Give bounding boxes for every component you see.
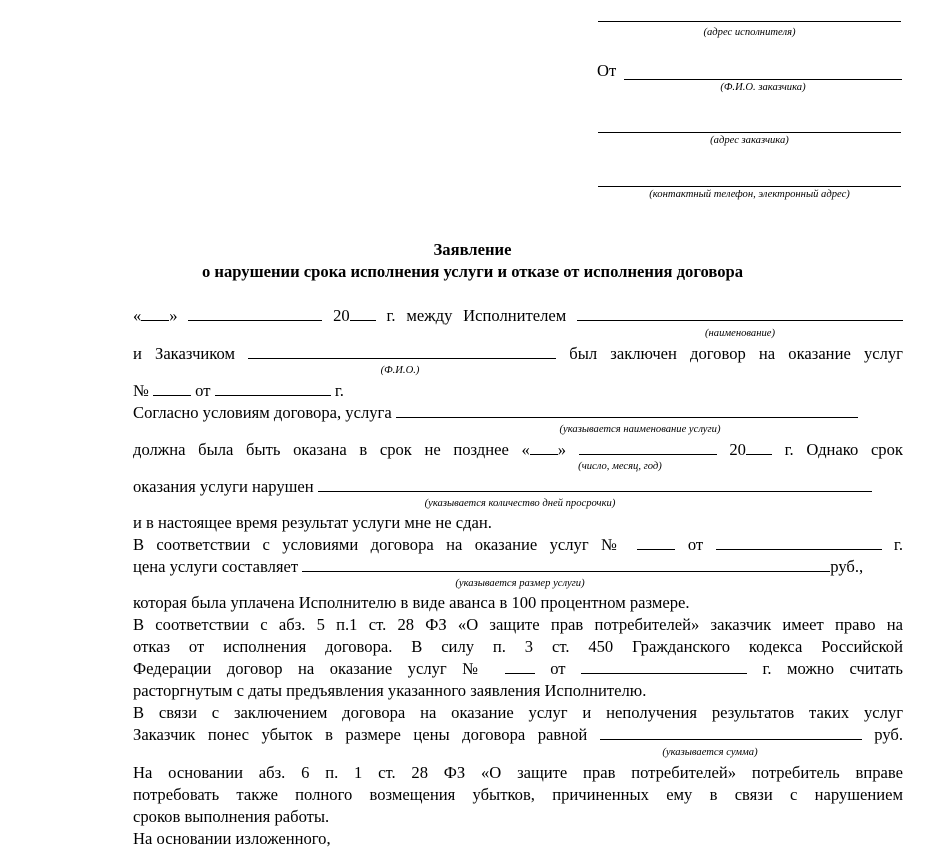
compensation-line-1: На основании абз. 6 п. 1 ст. 28 ФЗ «О защите прав потребителей» потребитель вправе bbox=[133, 763, 903, 782]
price-line: цена услуги составляет руб., bbox=[133, 557, 864, 576]
customer-fio-caption: (Ф.И.О.) bbox=[380, 365, 420, 376]
advance-line: которая была уплачена Исполнителю в виде аванса в 100 процентном размере. bbox=[133, 593, 690, 612]
month-blank[interactable] bbox=[188, 306, 322, 321]
executor-address-caption: (адрес исполнителя) bbox=[703, 27, 796, 38]
law-ref-line-2: отказ от исполнения договора. В силу п. 3 ст. 450 Гражданского кодекса Российской bbox=[133, 637, 903, 656]
contract-date-line: « » 20 г. между Исполнителем bbox=[133, 305, 903, 327]
deadline-line: должна была быть оказана в срок не позднее « » 20 г. Однако срок bbox=[133, 440, 903, 459]
customer-name-line[interactable] bbox=[624, 79, 902, 80]
loss-amount-caption: (указывается сумма) bbox=[662, 747, 758, 758]
customer-name-caption: (Ф.И.О. заказчика) bbox=[720, 82, 806, 93]
contract-number-line: № от г. bbox=[133, 381, 344, 400]
customer-address-caption: (адрес заказчика) bbox=[710, 135, 789, 146]
contract3-date-blank[interactable] bbox=[581, 659, 747, 674]
from-label: От bbox=[597, 61, 617, 80]
loss-line-1: В связи с заключением договора на оказание услуг и неполучения результатов таких услуг bbox=[133, 703, 903, 722]
contract-number-blank[interactable] bbox=[153, 381, 191, 396]
price-blank[interactable] bbox=[302, 557, 830, 572]
executor-name-caption: (наименование) bbox=[705, 328, 775, 339]
delay-line: оказания услуги нарушен bbox=[133, 476, 903, 498]
deadline-month-blank[interactable] bbox=[579, 440, 717, 455]
loss-amount-blank[interactable] bbox=[600, 725, 862, 740]
deadline-caption: (число, месяц, год) bbox=[578, 461, 662, 472]
contacts-caption: (контактный телефон, электронный адрес) bbox=[649, 189, 850, 200]
contacts-line[interactable] bbox=[598, 186, 901, 187]
service-name-blank[interactable] bbox=[396, 403, 858, 418]
not-delivered-line: и в настоящее время результат услуги мне не сдан. bbox=[133, 513, 492, 532]
law-ref-line-3: Федерации договор на оказание услуг № от г. можно считать bbox=[133, 659, 903, 678]
executor-address-line[interactable] bbox=[598, 21, 901, 22]
price-caption: (указывается размер услуги) bbox=[455, 578, 585, 589]
customer-fio-blank[interactable] bbox=[248, 344, 556, 359]
delay-days-blank[interactable] bbox=[318, 477, 872, 492]
doc-subtitle: о нарушении срока исполнения услуги и отказе от исполнения договора bbox=[201, 262, 744, 281]
compensation-line-2: потребовать также полного возмещения убытков, причиненных ему в связи с нарушением bbox=[133, 785, 903, 804]
contract-terms-line: В соответствии с условиями договора на оказание услуг № от г. bbox=[133, 535, 903, 554]
doc-title: Заявление bbox=[433, 240, 512, 259]
day-blank[interactable] bbox=[141, 306, 169, 321]
contract3-number-blank[interactable] bbox=[505, 659, 535, 674]
deadline-year-blank[interactable] bbox=[746, 440, 772, 455]
service-line: Согласно условиям договора, услуга bbox=[133, 402, 903, 424]
service-name-caption: (указывается наименование услуги) bbox=[559, 424, 721, 435]
customer-line: и Заказчиком был заключен договор на оказание услуг bbox=[133, 344, 903, 363]
contract2-date-blank[interactable] bbox=[716, 535, 882, 550]
contract-date-blank[interactable] bbox=[215, 381, 331, 396]
delay-caption: (указывается количество дней просрочки) bbox=[424, 498, 616, 509]
conclusion-line: На основании изложенного, bbox=[133, 829, 331, 848]
customer-address-line[interactable] bbox=[598, 132, 901, 133]
law-ref-line-1: В соответствии с абз. 5 п.1 ст. 28 ФЗ «О защите прав потребителей» заказчик имеет право на bbox=[133, 615, 903, 634]
law-ref-line-4: расторгнутым с даты предъявления указанного заявления Исполнителю. bbox=[133, 681, 647, 700]
executor-name-blank[interactable] bbox=[577, 306, 903, 321]
contract2-number-blank[interactable] bbox=[637, 535, 675, 550]
deadline-day-blank[interactable] bbox=[530, 440, 558, 455]
loss-line-2: Заказчик понес убыток в размере цены договора равной руб. bbox=[133, 725, 903, 744]
year-blank[interactable] bbox=[350, 306, 376, 321]
compensation-line-3: сроков выполнения работы. bbox=[133, 807, 330, 826]
